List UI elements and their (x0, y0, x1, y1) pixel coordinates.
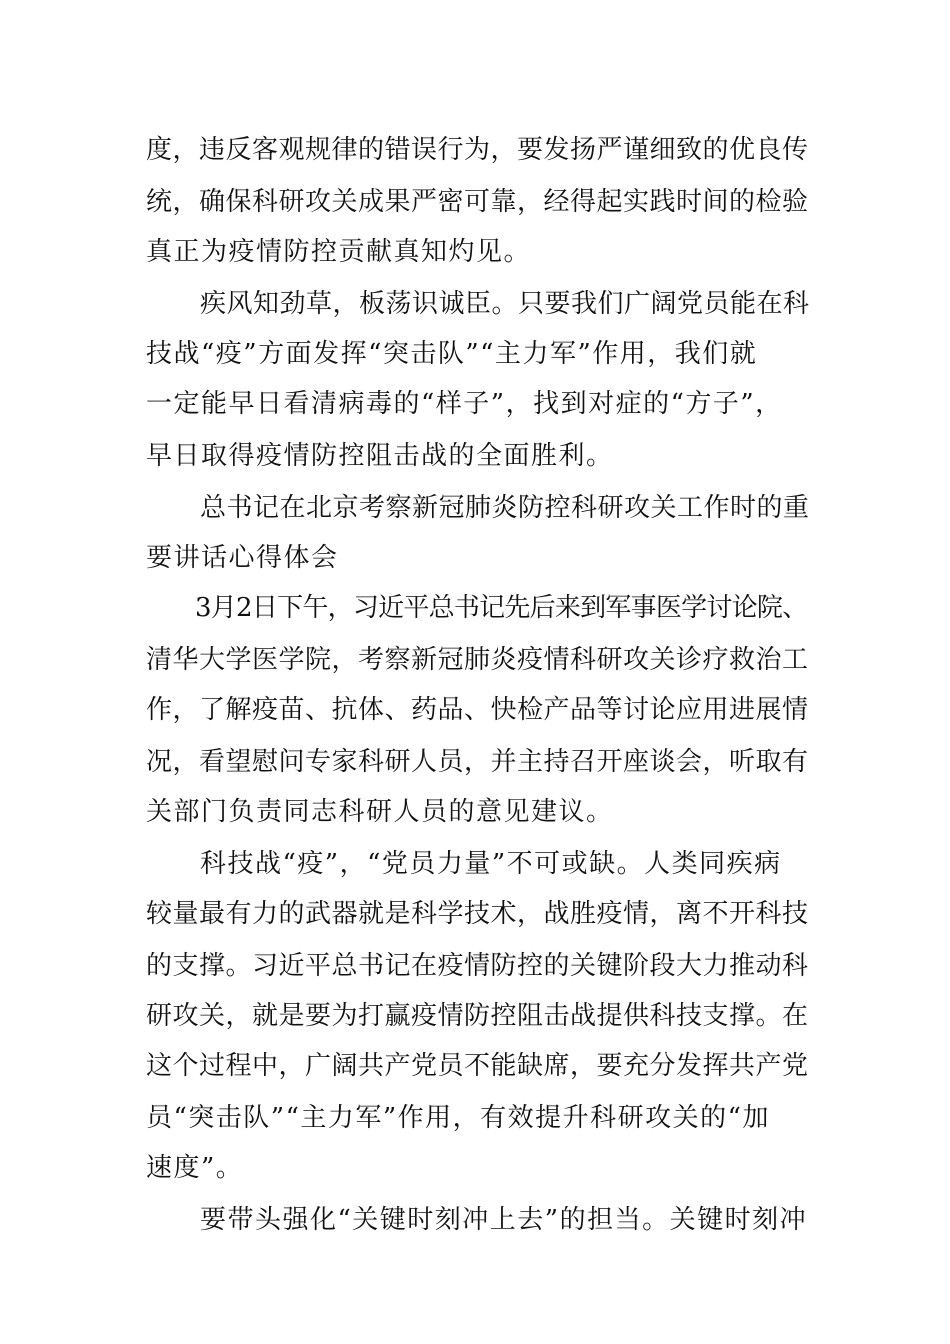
text-line: 统，确保科研攻关成果严密可靠，经得起实践时间的检验 (146, 187, 809, 217)
text-line: 较量最有力的武器就是科学技术，战胜疫情，离不开科技 (146, 899, 809, 929)
paragraph-first-line: 3月2日下午，习近平总书记先后来到军事医学讨论院、 (195, 593, 808, 623)
section-title: 总书记在北京考察新冠肺炎防控科研攻关工作时的重 (200, 493, 810, 523)
text-line: 员“突击队”“主力军”作用，有效提升科研攻关的“加 (146, 1103, 770, 1133)
text-line: 早日取得疫情防控阻击战的全面胜利。 (146, 441, 614, 471)
text-line: 度，违反客观规律的错误行为，要发扬严谨细致的优良传 (146, 135, 809, 165)
text-line: 速度”。 (146, 1153, 244, 1183)
text-line: 的支撑。习近平总书记在疫情防控的关键阶段大力推动科 (146, 951, 809, 981)
text-line: 作，了解疫苗、抗体、药品、快检产品等讨论应用进展情 (146, 695, 809, 725)
text-line: 关部门负责同志科研人员的意见建议。 (146, 797, 614, 827)
text-line: 这个过程中，广阔共产党员不能缺席，要充分发挥共产党 (146, 1051, 809, 1081)
paragraph-first-line: 疾风知劲草，板荡识诚臣。只要我们广阔党员能在科 (200, 289, 810, 319)
paragraph-first-line: 要带头强化“关键时刻冲上去”的担当。关键时刻冲 (200, 1205, 808, 1235)
text-line: 清华大学医学院，考察新冠肺炎疫情科研攻关诊疗救治工 (146, 645, 809, 675)
text-line: 研攻关，就是要为打赢疫情防控阻击战提供科技支撑。在 (146, 1001, 809, 1031)
section-title-continued: 要讲话心得体会 (146, 543, 339, 573)
text-line: 技战“疫”方面发挥“突击队”“主力军”作用，我们就 (146, 339, 758, 369)
text-line: 一定能早日看清病毒的“样子”，找到对症的“方子”， (146, 389, 783, 419)
text-line: 真正为疫情防控贡献真知灼见。 (146, 237, 532, 267)
text-line: 况，看望慰问专家科研人员，并主持召开座谈会，听取有 (146, 747, 809, 777)
paragraph-first-line: 科技战“疫”，“党员力量”不可或缺。人类同疾病 (200, 849, 782, 879)
